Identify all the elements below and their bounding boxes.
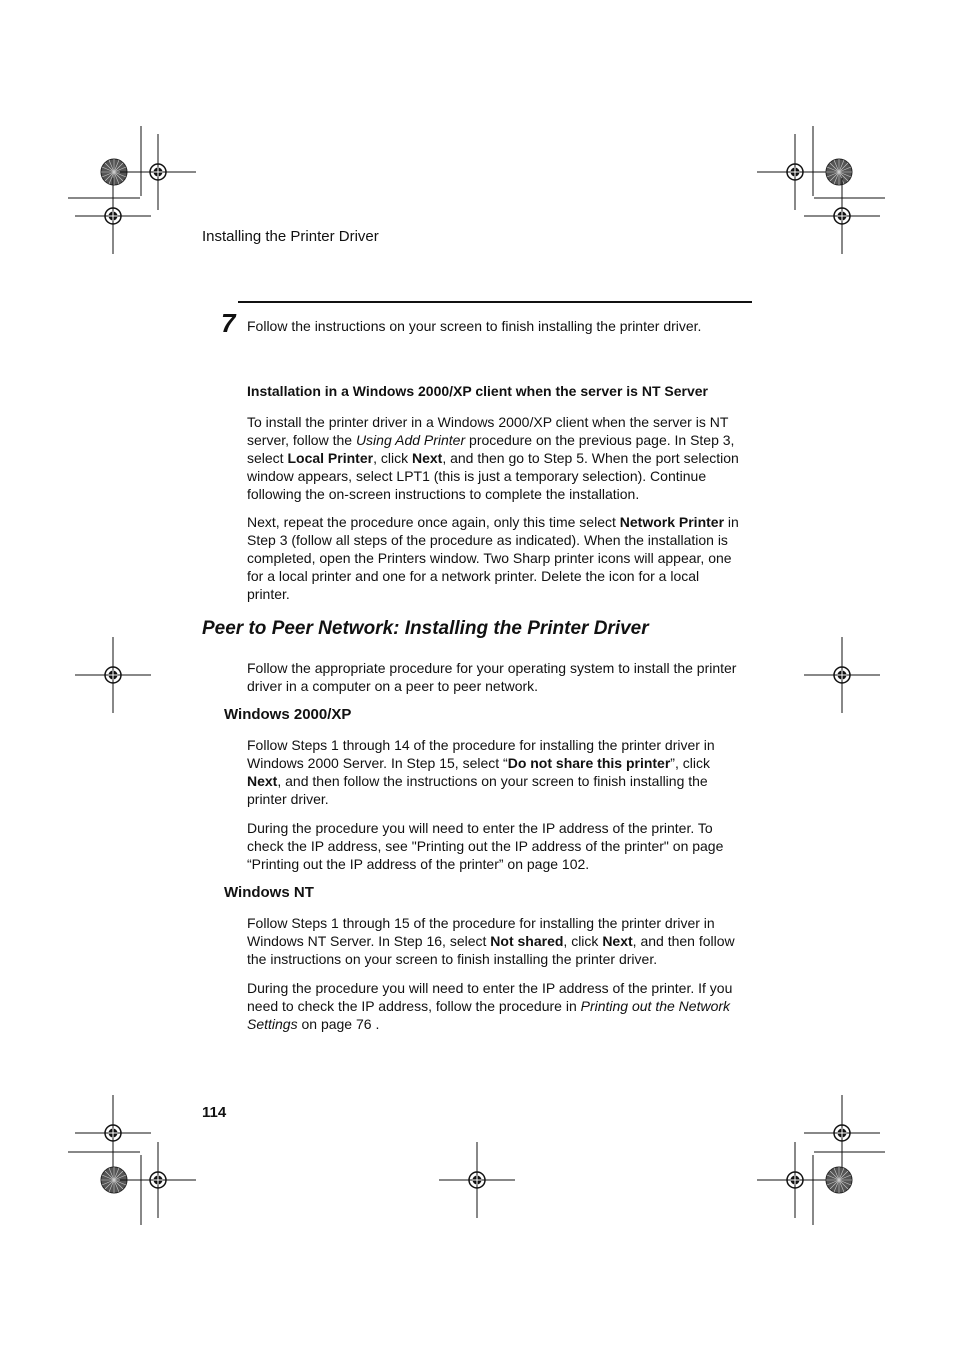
crosshair-mark-icon [120, 1142, 196, 1218]
windows-2000-paragraph-1: Follow Steps 1 through 14 of the procedure for installing the printer driver in Windows 2000 Server. In Step 15, select “Do not share this printer”, click Next, and then follow the instructions on your screen to finish installing the printer driver. [247, 737, 715, 807]
section-title: Peer to Peer Network: Installing the Printer Driver [202, 618, 649, 639]
nt-server-paragraph-1: To install the printer driver in a Windows 2000/XP client when the server is NT server, follow the Using Add Printer procedure on the previous page. In Step 3, select Local Printer, click Next, and then go to Step 5. When the port selection window appears, select LPT1 (this is just a temporary selection). Continue following the on-screen instructions to complete the installation. [247, 414, 739, 502]
step-number: 7 [221, 308, 236, 338]
crosshair-mark-icon [804, 178, 880, 254]
step-rule [238, 301, 752, 303]
nt-server-paragraph-2: Next, repeat the procedure once again, only this time select Network Printer in Step 3 (follow all steps of the procedure as indicated). When the installation is completed, open the Printers window. Two Sharp printer icons will appear, one for a local printer and one for a network printer. Delete the icon for a local printer. [247, 514, 739, 602]
windows-nt-paragraph-1: Follow Steps 1 through 15 of the procedure for installing the printer driver in Windows NT Server. In Step 16, select Not shared, click Next, and then follow the instructions on your screen to finish installing the printer driver. [247, 915, 735, 967]
crosshair-mark-icon [75, 1095, 151, 1171]
crosshair-mark-icon [757, 134, 833, 210]
nt-server-heading: Installation in a Windows 2000/XP client when the server is NT Server [247, 383, 708, 399]
crosshair-mark-icon [804, 1095, 880, 1171]
color-bar-burst-icon [826, 1167, 852, 1193]
windows-nt-heading: Windows NT [224, 884, 314, 901]
crosshair-mark-icon [757, 1142, 833, 1218]
crosshair-mark-icon [75, 178, 151, 254]
crosshair-mark-icon [75, 637, 151, 713]
crosshair-mark-icon [804, 637, 880, 713]
crosshair-mark-icon [120, 134, 196, 210]
crosshair-mark-icon [439, 1142, 515, 1218]
windows-2000-paragraph-2: During the procedure you will need to enter the IP address of the printer. To check the IP address, see "Printing out the IP address of the printer" on page “Printing out the IP address of the printer” on page 102. [247, 820, 724, 872]
peer-intro: Follow the appropriate procedure for your operating system to install the printer driver in a computer on a peer to peer network. [247, 660, 737, 694]
color-bar-burst-icon [826, 159, 852, 185]
windows-2000-heading: Windows 2000/XP [224, 706, 352, 723]
windows-nt-paragraph-2: During the procedure you will need to enter the IP address of the printer. If you need to check the IP address, follow the procedure in Printing out the Network Settings on page 76 . [247, 980, 733, 1032]
page-number: 114 [202, 1104, 227, 1121]
step-text: Follow the instructions on your screen to finish installing the printer driver. [247, 318, 702, 334]
running-header: Installing the Printer Driver [202, 228, 379, 245]
